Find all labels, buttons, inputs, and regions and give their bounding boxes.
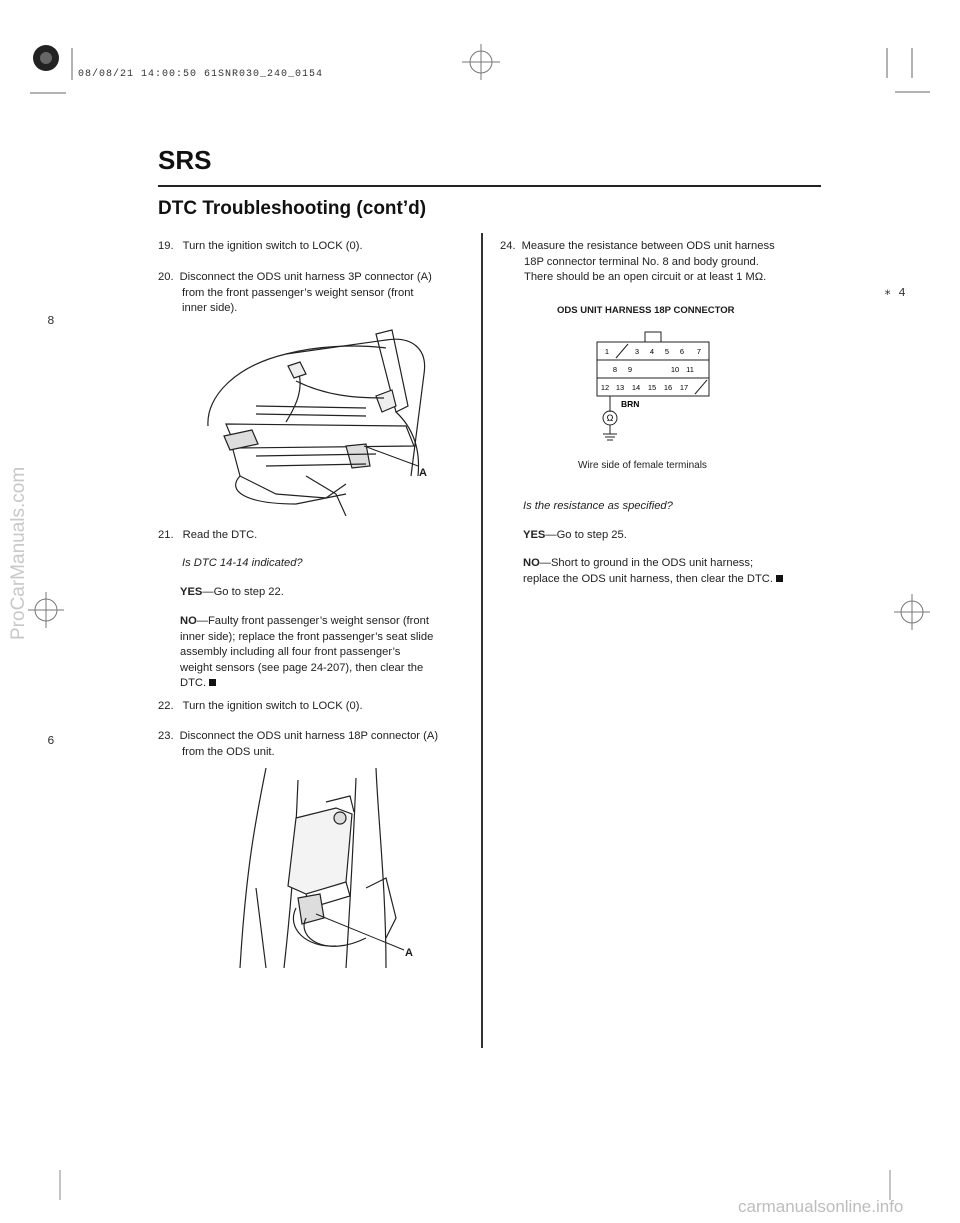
connector-terminal-11: 11 — [686, 365, 694, 374]
step-21-text: Read the DTC. — [182, 529, 258, 541]
connector-terminal-3: 3 — [634, 347, 640, 356]
ohmmeter-icon: Ω — [606, 413, 614, 423]
connector-terminal-8: 8 — [612, 365, 618, 374]
margin-mark-06: 6 — [40, 734, 55, 748]
connector-terminal-7: 7 — [696, 347, 702, 356]
connector-title: ODS UNIT HARNESS 18P CONNECTOR — [557, 305, 735, 316]
connector-terminal-14: 14 — [631, 383, 641, 392]
header-rule — [158, 185, 821, 187]
answer-yes-21: YES—Go to step 22. — [180, 586, 284, 598]
connector-terminal-12: 12 — [600, 383, 610, 392]
connector-blank-cavity — [695, 380, 707, 394]
connector-terminal-4: 4 — [649, 347, 655, 356]
step-24-line3: There should be an open circuit or at least 1 MΩ. — [524, 271, 767, 283]
step-22 — [158, 699, 363, 715]
step-19-number: 19. — [158, 240, 174, 252]
step-20-line2: from the front passenger’s weight sensor (front — [182, 286, 414, 299]
connector-row3 — [601, 380, 707, 394]
step-20-number: 20. — [158, 271, 174, 283]
column-divider — [481, 233, 483, 1048]
step-23-line1: Disconnect the ODS unit harness 18P connector (A) — [179, 730, 439, 742]
margin-mark-08: 8 — [40, 314, 55, 328]
page-title: DTC Troubleshooting (cont’d) — [158, 198, 427, 219]
no-24-line1: Short to ground in the ODS unit harness; — [550, 557, 754, 569]
connector-terminal-17: 17 — [679, 383, 689, 392]
ods-unit-illustration — [236, 768, 416, 968]
seat-frame-illustration — [196, 326, 456, 516]
yes-label-24: YES — [523, 529, 546, 541]
no-21-line1: Faulty front passenger’s weight sensor (front — [207, 615, 429, 627]
connector-terminal-6: 6 — [679, 347, 685, 356]
no-21-line2: inner side); replace the front passenger’s seat slide — [180, 630, 434, 643]
step-20-line3: inner side). — [182, 302, 238, 314]
no-21-line3: assembly including all four front passenger’s — [180, 646, 401, 658]
step-21 — [158, 528, 257, 544]
connector-row2 — [613, 365, 694, 374]
figure1-callout-a: A — [419, 467, 427, 479]
answer-yes-24: YES—Go to step 25. — [523, 529, 627, 541]
step-24-number: 24. — [500, 240, 516, 252]
step-24-line1: Measure the resistance between ODS unit harness — [521, 240, 775, 252]
connector-terminal-15: 15 — [647, 383, 657, 392]
figure2-callout-a: A — [405, 947, 413, 959]
answer-no-21: NO—Faulty front passenger’s weight sensor (front inner side); replace the front passenger’s seat slide assembly including all four front passenger’s weight sensors (see page 24-207), then clear the DTC. — [180, 614, 480, 692]
step-19-text: Turn the ignition switch to LOCK (0). — [182, 240, 363, 252]
step-21-number: 21. — [158, 529, 174, 541]
yes-21-text: Go to step 22. — [213, 586, 284, 598]
no-24-line2: replace the ODS unit harness, then clear the DTC. — [523, 572, 773, 585]
connector-terminal-16: 16 — [663, 383, 673, 392]
connector-terminal-1: 1 — [604, 347, 610, 356]
step-22-number: 22. — [158, 700, 174, 712]
no-21-line5: DTC. — [180, 677, 207, 689]
connector-row1 — [605, 344, 701, 358]
step-23-number: 23. — [158, 730, 174, 742]
yes-24-text: Go to step 25. — [556, 529, 627, 541]
connector-diagram — [585, 310, 725, 460]
end-mark-icon — [209, 679, 216, 686]
question-21: Is DTC 14-14 indicated? — [182, 557, 303, 569]
connector-terminal-13: 13 — [615, 383, 625, 392]
step-19 — [158, 239, 478, 255]
no-21-line4: weight sensors (see page 24-207), then clear the — [180, 661, 424, 674]
step-24-line2: 18P connector terminal No. 8 and body ground. — [524, 255, 759, 268]
yes-label: YES — [180, 586, 203, 598]
side-watermark: ProCarManuals.com — [8, 466, 29, 640]
step-24 — [500, 239, 820, 286]
margin-mark-04: ∗ 4 — [884, 286, 906, 300]
wire-color-label: BRN — [621, 399, 640, 409]
step-20 — [158, 270, 478, 317]
section-title: SRS — [158, 145, 212, 175]
connector-caption: Wire side of female terminals — [578, 460, 707, 471]
connector-terminal-9: 9 — [627, 365, 633, 374]
connector-blank-cavity — [616, 344, 628, 358]
footer-watermark: carmanualsonline.info — [738, 1197, 904, 1216]
step-23-line2: from the ODS unit. — [182, 745, 275, 758]
step-20-line1: Disconnect the ODS unit harness 3P connector (A) — [179, 271, 432, 283]
print-stamp: 08/08/21 14:00:50 61SNR030_240_0154 — [78, 69, 324, 80]
end-mark-icon-2 — [776, 575, 783, 582]
step-23 — [158, 729, 478, 760]
no-label: NO — [180, 615, 197, 627]
no-label-24: NO — [523, 557, 540, 569]
connector-terminal-5: 5 — [664, 347, 670, 356]
answer-no-24: NO—Short to ground in the ODS unit harness; replace the ODS unit harness, then clear the DTC. — [523, 556, 823, 587]
step-22-text: Turn the ignition switch to LOCK (0). — [182, 700, 363, 712]
question-24: Is the resistance as specified? — [523, 500, 673, 512]
connector-terminal-10: 10 — [670, 365, 680, 374]
